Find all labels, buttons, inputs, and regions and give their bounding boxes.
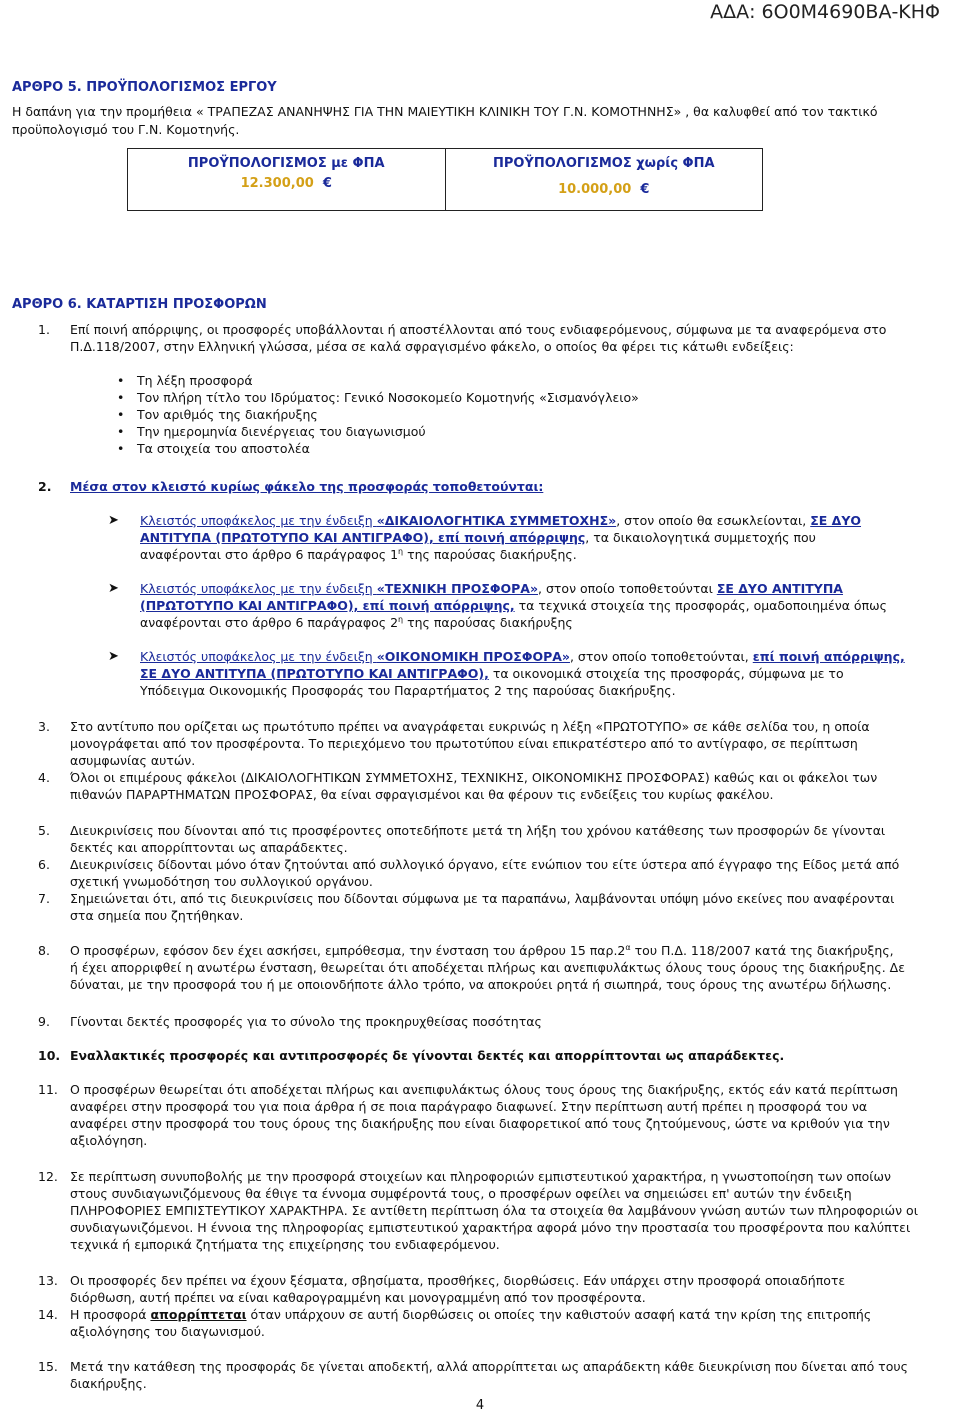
article-5-line-1: Η δαπάνη για την προμήθεια « ΤΡΑΠΕΖΑΣ ΑΝΑΝΗΨΗΣ ΓΙΑ ΤΗΝ ΜΑΙΕΥΤΙΚΗ ΚΛΙΝΙΚΗ ΤΟΥ Γ.Ν. ΚΟΜΟΤΗΝΗΣ» , θα καλυφθεί από τον τακτικό: [12, 104, 878, 119]
item-number: 12.: [38, 1169, 58, 1184]
budget-with-vat-label: ΠΡΟΫΠΟΛΟΓΙΣΜΟΣ με ΦΠΑ: [187, 156, 385, 171]
item-number: 8.: [38, 943, 50, 958]
budget-with-vat: [128, 149, 446, 210]
item-number: 14.: [38, 1307, 58, 1322]
envelope-participation: Κλειστός υποφάκελος με την ένδειξη «ΔΙΚΑΙΟΛΟΓΗΤΙΚΑ ΣΥΜΜΕΤΟΧΗΣ», στον οποίο θα εσωκλείονται, ΣΕ ΔΥΟ ΑΝΤΙΤΥΠΑ (ΠΡΩΤΟΤΥΠΟ ΚΑΙ ΑΝΤΙΓΡΑΦΟ), επί ποινή απόρριψης, τα δικαιολογητικά συμμετοχής που αναφέρονται στο άρθρο 6 παράγραφος $1^\eta$ της παρούσας διακήρυξης.: [140, 513, 862, 562]
budget-without-vat-label: ΠΡΟΫΠΟΛΟΓΙΣΜΟΣ χωρίς ΦΠΑ: [492, 156, 715, 171]
list-item: • Τον πλήρη τίτλο του Ιδρύματος: Γενικό Νοσοκομείο Κομοτηνής «Σισμανόγλειο»: [117, 389, 639, 406]
item-9-text: Γίνονται δεκτές προσφορές για το σύνολο της προκηρυχθείσας ποσότητας: [70, 1014, 542, 1029]
euro-icon: €: [640, 182, 650, 197]
item-3-text: Στο αντίτυπο που ορίζεται ως πρωτότυπο πρέπει να αναγράφεται ευκρινώς η λέξη «ΠΡΩΤΟΤΥΠΟ» σε κάθε σελίδα του, η οποία μονογράφεται από τον προσφέροντα. Το περιεχόμενο του πρωτοτύπου είναι επικρατέστερο από το αντίγραφο, σε περίπτωση ασυμφωνίας αυτών.: [70, 719, 870, 768]
budget-without-vat-amount: 10.000,00 €: [558, 182, 650, 197]
item-15-text: Μετά την κατάθεση της προσφοράς δε γίνεται αποδεκτή, αλλά απορρίπτεται ως απαράδεκτη κάθε διευκρίνιση που δίνεται από τους διακήρυξης.: [70, 1359, 908, 1391]
envelope-markings-list: [117, 372, 639, 457]
item-11-text: Ο προσφέρων θεωρείται ότι αποδέχεται πλήρως και ανεπιφυλάκτως όλους τους όρους της διακήρυξης, εκτός εάν κατά περίπτωση αναφέρει στην προσφορά του για ποια άρθρα ή σε ποια παράγραφο διαφωνεί. Στην περίπτωση αυτή πρέπει η προσφορά του να αναφέρει στην προσφορά του τους όρους της διακήρυξης που είναι διαφορετικοί από τους ζητούμενους, ώστε να κριθούν για την αξιολόγηση.: [70, 1082, 898, 1148]
article-6-title: ΑΡΘΡΟ 6. ΚΑΤΑΡΤΙΣΗ ΠΡΟΣΦΟΡΩΝ: [12, 297, 267, 312]
item-number: 13.: [38, 1273, 58, 1288]
item-8-text: Ο προσφέρων, εφόσον δεν έχει ασκήσει, εμπρόθεσμα, την ένσταση του άρθρου 15 $\pi\alpha\rho.2^\alpha$ του Π.Δ. 118/2007 κατά της διακήρυξης, ή έχει απορριφθεί η ανωτέρω ένσταση, θεωρείται ότι αποδέχεται πλήρως και ανεπιφυλάκτως όλους τους όρους της διακήρυξης. Δε δύναται, με την προσφορά του ή με οποιονδήποτε άλλο τρόπο, να αποκρούει ρητά ή σιωπηρά, τους όρους της ανωτέρω δήλωσης.: [70, 942, 905, 992]
item-5-text: Διευκρινίσεις που δίνονται από τις προσφέροντες οποτεδήποτε μετά τη λήξη του χρόνου κατάθεσης των προσφορών δε γίνονται δεκτές και απορρίπτονται ως απαράδεκτες.: [70, 823, 886, 855]
page-number: 4: [475, 1398, 485, 1413]
item-number: 5.: [38, 823, 50, 838]
budget-table: [127, 148, 763, 211]
item-7-text: Σημειώνεται ότι, από τις διευκρινίσεις που δίδονται σύμφωνα με τα παραπάνω, λαμβάνονται υπόψη μόνο εκείνες που αναφέρονται στα σημεία που ζητήθηκαν.: [70, 891, 895, 923]
arrow-icon: ➤: [108, 581, 119, 596]
budget-with-vat-amount: 12.300,00 €: [240, 176, 332, 191]
list-item: • Τον αριθμός της διακήρυξης: [117, 406, 639, 423]
item-6-text: Διευκρινίσεις δίδονται μόνο όταν ζητούνται από συλλογικό όργανο, είτε ενώπιον του είτε ύστερα από έγγραφο της Είδος μετά από σχετική γνωμοδότηση του συλλογικού οργάνου.: [70, 857, 900, 889]
item-14-text: Η προσφορά απορρίπτεται όταν υπάρχουν σε αυτή διορθώσεις οι οποίες την καθιστούν ασαφή κατά την κρίση της επιτροπής αξιολόγησης του διαγωνισμού.: [70, 1307, 872, 1339]
item-number: 15.: [38, 1359, 58, 1374]
article-5-line-2: προϋπολογισμό του Γ.Ν. Κομοτηνής.: [12, 122, 240, 137]
item-number: 4.: [38, 770, 50, 785]
item-number: 9.: [38, 1014, 50, 1029]
item-12-text: Σε περίπτωση συνυποβολής με την προσφορά στοιχείων και πληροφοριών εμπιστευτικού χαρακτήρα, η γνωστοποίηση των οποίων στους συνδιαγωνιζόμενους θα έθιγε τα έννομα συμφέροντά τους, ο προσφέρων οφείλει να σημειώσει επ' αυτών την ένδειξη ΠΛΗΡΟΦΟΡΙΕΣ ΕΜΠΙΣΤΕΥΤΙΚΟΥ ΧΑΡΑΚΤΗΡΑ. Σε αντίθετη περίπτωση όλα τα στοιχεία θα λαμβάνουν γνώση αυτών των πληροφοριών οι συνδιαγωνιζόμενοι. Η έννοια της πληροφορίας εμπιστευτικού χαρακτήρα αφορά μόνο την προστασία του προσφέροντα που καλύπτει τεχνικά ή εμπορικά ζητήματα της επιχείρησης του ενδιαφερόμενου.: [70, 1169, 918, 1252]
item-number: 11.: [38, 1082, 58, 1097]
item-number: 10.: [38, 1048, 61, 1063]
item-number: 6.: [38, 857, 50, 872]
item-number: 1.: [38, 322, 50, 337]
item-10-text: Εναλλακτικές προσφορές και αντιπροσφορές δε γίνονται δεκτές και απορρίπτονται ως απαράδεκτες.: [70, 1048, 785, 1063]
arrow-icon: ➤: [108, 513, 119, 528]
item-13-text: Οι προσφορές δεν πρέπει να έχουν ξέσματα, σβησίματα, προσθήκες, διορθώσεις. Εάν υπάρχει στην προσφορά οποιαδήποτε διόρθωση, αυτή πρέπει να είναι καθαρογραμμένη και μονογραμμένη από τον προσφέροντα.: [70, 1273, 846, 1305]
envelope-technical: Κλειστός υποφάκελος με την ένδειξη «ΤΕΧΝΙΚΗ ΠΡΟΣΦΟΡΑ», στον οποίο τοποθετούνται ΣΕ ΔΥΟ ΑΝΤΙΤΥΠΑ (ΠΡΩΤΟΤΥΠΟ ΚΑΙ ΑΝΤΙΓΡΑΦΟ), επί ποινή απόρριψης, τα τεχνικά στοιχεία της προσφοράς, ομαδοποιημένα όπως αναφέρονται στο άρθρο 6 παράγραφος $2^\eta$ της παρούσας διακήρυξης: [140, 581, 887, 630]
article-5-title: ΑΡΘΡΟ 5. ΠΡΟΫΠΟΛΟΓΙΣΜΟΣ ΕΡΓΟΥ: [12, 80, 277, 95]
euro-icon: €: [322, 176, 332, 191]
item-number: 3.: [38, 719, 50, 734]
item-2-title: Μέσα στον κλειστό κυρίως φάκελο της προσφοράς τοποθετούνται:: [70, 479, 544, 494]
list-item: • Τη λέξη προσφορά: [117, 372, 639, 389]
item-1-text: Επί ποινή απόρριψης, οι προσφορές υποβάλλονται ή αποστέλλονται από τους ενδιαφερόμενους, σύμφωνα με τα αναφερόμενα στο Π.Δ.118/2007, στην Ελληνική γλώσσα, μέσα σε καλά σφραγισμένο φάκελο, ο οποίος θα φέρει τις κάτωθι ενδείξεις:: [70, 322, 887, 354]
list-item: • Την ημερομηνία διενέργειας του διαγωνισμού: [117, 423, 639, 440]
arrow-icon: ➤: [108, 649, 119, 664]
list-item: • Τα στοιχεία του αποστολέα: [117, 440, 639, 457]
envelope-financial: Κλειστός υποφάκελος με την ένδειξη «ΟΙΚΟΝΟΜΙΚΗ ΠΡΟΣΦΟΡΑ», στον οποίο τοποθετούνται, επί ποινή απόρριψης, ΣΕ ΔΥΟ ΑΝΤΙΤΥΠΑ (ΠΡΩΤΟΤΥΠΟ ΚΑΙ ΑΝΤΙΓΡΑΦΟ), τα οικονομικά στοιχεία της προσφοράς, σύμφωνα με το Υπόδειγμα Οικονομικής Προσφοράς του Παραρτήματος 2 της παρούσας διακήρυξης.: [140, 649, 905, 698]
item-number: 7.: [38, 891, 50, 906]
ada-code: ΑΔΑ: 6Ο0Μ4690ΒΑ-ΚΗΦ: [710, 1, 940, 23]
item-number: 2.: [38, 479, 52, 494]
budget-without-vat: [446, 149, 763, 210]
item-4-text: Όλοι οι επιμέρους φάκελοι (ΔΙΚΑΙΟΛΟΓΗΤΙΚΩΝ ΣΥΜΜΕΤΟΧΗΣ, ΤΕΧΝΙΚΗΣ, ΟΙΚΟΝΟΜΙΚΗΣ ΠΡΟΣΦΟΡΑΣ) καθώς και οι φάκελοι των πιθανών ΠΑΡΑΡΤΗΜΑΤΩΝ ΠΡΟΣΦΟΡΑΣ, θα είναι σφραγισμένοι και θα φέρουν τις ενδείξεις του κυρίως φακέλου.: [70, 770, 878, 802]
